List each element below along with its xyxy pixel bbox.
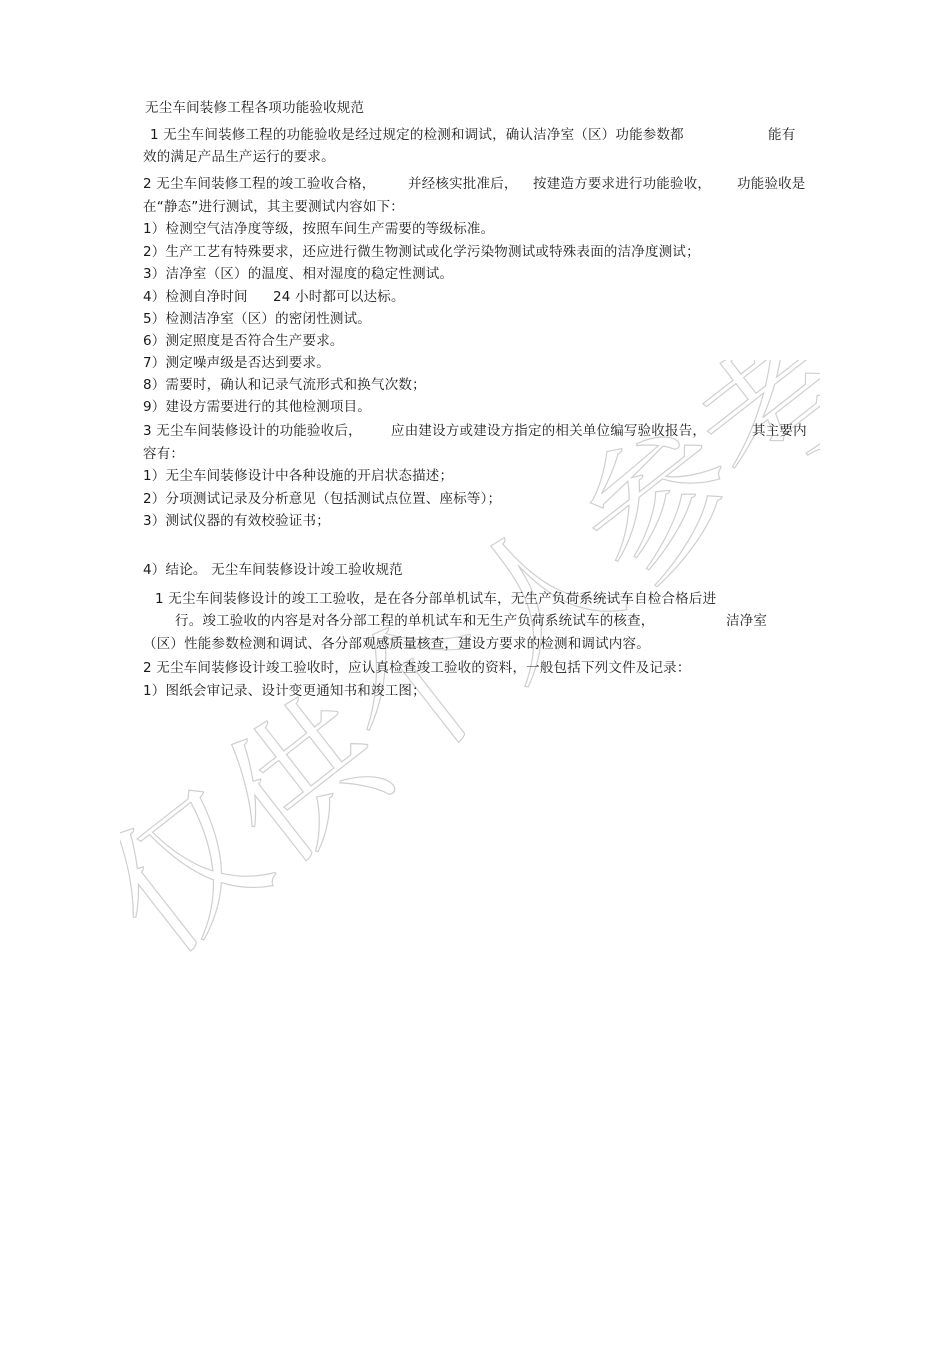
text-line: 容有： (143, 446, 185, 462)
text-line: 洁净室 (726, 613, 768, 629)
text-line: 6）测定照度是否符合生产要求。 (143, 333, 344, 349)
text-line: 24 小时都可以达标。 (273, 289, 405, 305)
text-line: 2 无尘车间装修工程的竣工验收合格， (143, 176, 376, 192)
text-line: 应由建设方或建设方指定的相关单位编写验收报告， (391, 423, 707, 439)
text-line: （区）性能参数检测和调试、各分部观感质量核查，建设方要求的检测和调试内容。 (143, 636, 650, 652)
text-line: 5）检测洁净室（区）的密闭性测试。 (143, 311, 371, 327)
text-line: 4）结论。 无尘车间装修设计竣工验收规范 (143, 562, 403, 578)
text-line: 效的满足产品生产运行的要求。 (143, 149, 335, 165)
text-line: 1 无尘车间装修工程的功能验收是经过规定的检测和调试，确认洁净室（区）功能参数都 (150, 127, 684, 143)
text-line: 2 无尘车间装修设计竣工验收时，应认真检查竣工验收的资料，一般包括下列文件及记录： (143, 660, 691, 676)
text-line: 7）测定噪声级是否达到要求。 (143, 355, 330, 371)
watermark (120, 360, 820, 1000)
text-line: 在“静态”进行测试，其主要测试内容如下： (143, 199, 404, 215)
text-line: 1 无尘车间装修设计的竣工工验收，是在各分部单机试车，无生产负荷系统试车自检合格后进 (155, 591, 717, 607)
text-line: 能有 (768, 127, 796, 143)
text-line: 其主要内 (752, 423, 807, 439)
text-line: 功能验收是 (737, 176, 806, 192)
text-line: 1）无尘车间装修设计中各种设施的开启状态描述； (143, 468, 454, 484)
text-line: 4）检测自净时间 (143, 289, 248, 305)
text-line: 行。竣工验收的内容是对各分部工程的单机试车和无生产负荷系统试车的核查， (175, 613, 655, 629)
text-line: 3 无尘车间装修设计的功能验收后， (143, 423, 362, 439)
text-line: 9）建设方需要进行的其他检测项目。 (143, 399, 371, 415)
text-line: 8）需要时，确认和记录气流形式和换气次数； (143, 377, 426, 393)
document-title: 无尘车间装修工程各项功能验收规范 (145, 100, 365, 116)
text-line: 2）生产工艺有特殊要求，还应进行微生物测试或化学污染物测试或特殊表面的洁净度测试； (143, 244, 700, 260)
text-line: 并经核实批准后， (408, 176, 518, 192)
text-line: 1）图纸会审记录、设计变更通知书和竣工图； (143, 683, 426, 699)
watermark-text: 仅供个人参考 (120, 360, 820, 989)
text-line: 按建造方要求进行功能验收， (533, 176, 712, 192)
text-line: 2）分项测试记录及分析意见（包括测试点位置、座标等）； (143, 491, 502, 507)
text-line: 3）测试仪器的有效校验证书； (143, 513, 330, 529)
text-line: 3）洁净室（区）的温度、相对湿度的稳定性测试。 (143, 266, 454, 282)
text-line: 1）检测空气洁净度等级，按照车间生产需要的等级标准。 (143, 221, 495, 237)
